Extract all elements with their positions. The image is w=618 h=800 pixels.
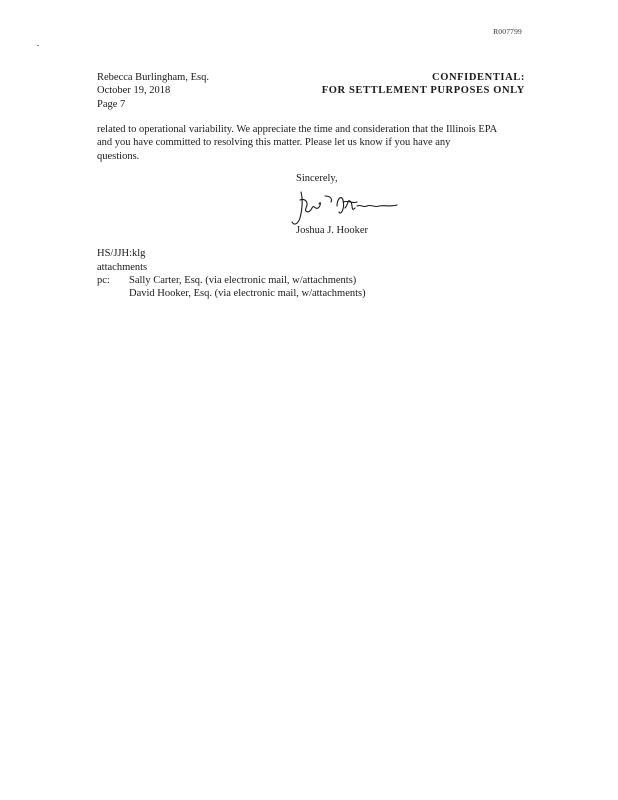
letter-date: October 19, 2018	[97, 85, 171, 97]
cc-list	[129, 274, 366, 301]
scan-speck	[37, 45, 39, 46]
body-line-1: related to operational variability. We appreciate the time and consideration that the Illinois EPA	[97, 124, 498, 135]
cc-entry: David Hooker, Esq. (via electronic mail, w/attachments)	[129, 288, 366, 300]
confidential-line-2: FOR SETTLEMENT PURPOSES ONLY	[321, 85, 525, 97]
enclosure-notation: attachments	[97, 262, 148, 273]
reference-initials: HS/JJH:klg	[97, 248, 146, 259]
closing-salutation: Sincerely,	[296, 173, 338, 184]
recipient-name: Rebecca Burlingham, Esq.	[97, 72, 209, 83]
letter-header-left	[97, 71, 209, 111]
page-number: Page 7	[97, 98, 126, 110]
cc-label: pc:	[97, 275, 110, 286]
confidential-line-1: CONFIDENTIAL:	[432, 72, 525, 83]
letter-body	[97, 123, 497, 163]
body-line-2: and you have committed to resolving this matter. Please let us know if you have any	[97, 137, 451, 149]
body-line-3: questions.	[97, 150, 140, 162]
bates-number: R007799	[493, 27, 522, 36]
confidential-notice	[322, 71, 525, 98]
signer-name: Joshua J. Hooker	[296, 225, 369, 236]
cc-entry: Sally Carter, Esq. (via electronic mail, w/attachments)	[129, 275, 357, 286]
